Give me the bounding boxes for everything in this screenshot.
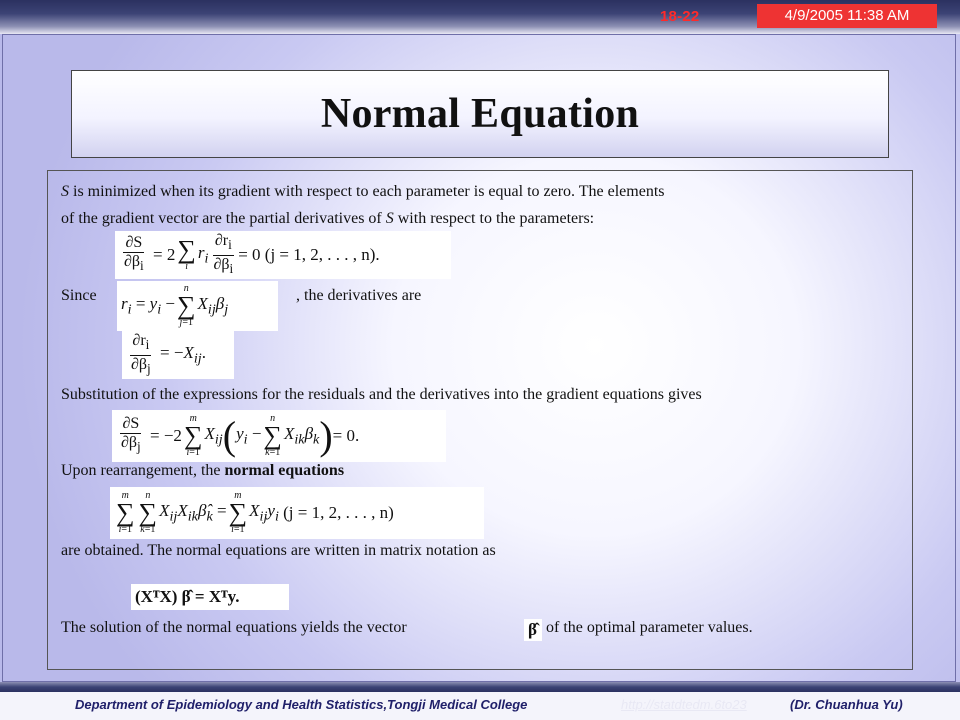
footer <box>0 692 960 720</box>
normal-equations: m ∑ i=1 n ∑ k=1 $X_{ij}X_{ik}\betâ_k$ = m ∑ i=1 $X_{ij}y_i$ (j = 1, 2, . . . , n) <box>110 487 484 539</box>
footer-bar <box>0 682 960 692</box>
title-box <box>71 70 889 158</box>
author-name: (Dr. Chuanhua Yu) <box>790 697 903 712</box>
derivative-equation: $\frac{\partial r_i}{\partial\beta_j}$ = $-X_{ij}$. <box>122 331 234 379</box>
derivatives-are-text: , the derivatives are <box>296 287 422 304</box>
website-link[interactable]: http://statdtedm.6to23 <box>621 697 747 712</box>
slide-title: Normal Equation <box>320 91 640 137</box>
solution-text-end: of the optimal parameter values. <box>546 619 753 636</box>
rearrangement-text: Upon rearrangement, the normal equations <box>61 462 345 479</box>
substitution-text: Substitution of the expressions for the residuals and the derivatives into the gradient equations gives <box>61 386 702 403</box>
matrix-equation: (XᵀX) β̂ = Xᵀy. <box>131 584 289 610</box>
substituted-equation: $\frac{\partial S}{\partial\beta_j}$ = −2 m ∑ i=1 $X_{ij}$ ( $y_i$ − n ∑ k=1 $X_{ik}\beta_k$ ) = 0. <box>112 410 446 462</box>
department-name: Department of Epidemiology and Health Statistics,Tongji Medical College <box>75 697 528 712</box>
solution-text-start: The solution of the normal equations yields the vector <box>61 619 407 636</box>
beta-hat-symbol: β̂ <box>524 619 542 641</box>
intro-line-2: of the gradient vector are the partial derivatives of S with respect to the parameters: <box>61 210 595 227</box>
matrix-notation-text: are obtained. The normal equations are written in matrix notation as <box>61 542 496 559</box>
date-time-badge: 4/9/2005 11:38 AM <box>757 4 937 28</box>
residual-equation: $r_i = y_i$ − n ∑ j=1 $X_{ij}\beta_j$ <box>117 281 278 331</box>
intro-line-1: S is minimized when its gradient with respect to each parameter is equal to zero. The elements <box>61 183 665 200</box>
slide-number: 18-22 <box>660 8 700 25</box>
since-label: Since <box>61 287 97 304</box>
gradient-equation: $\frac{\partial S}{\partial\beta_i}$ = 2 ∑ i $r_i$ $\frac{\partial r_i}{\partial\beta_i}$ = 0 (j = 1, 2, . . . , n). <box>115 231 451 279</box>
